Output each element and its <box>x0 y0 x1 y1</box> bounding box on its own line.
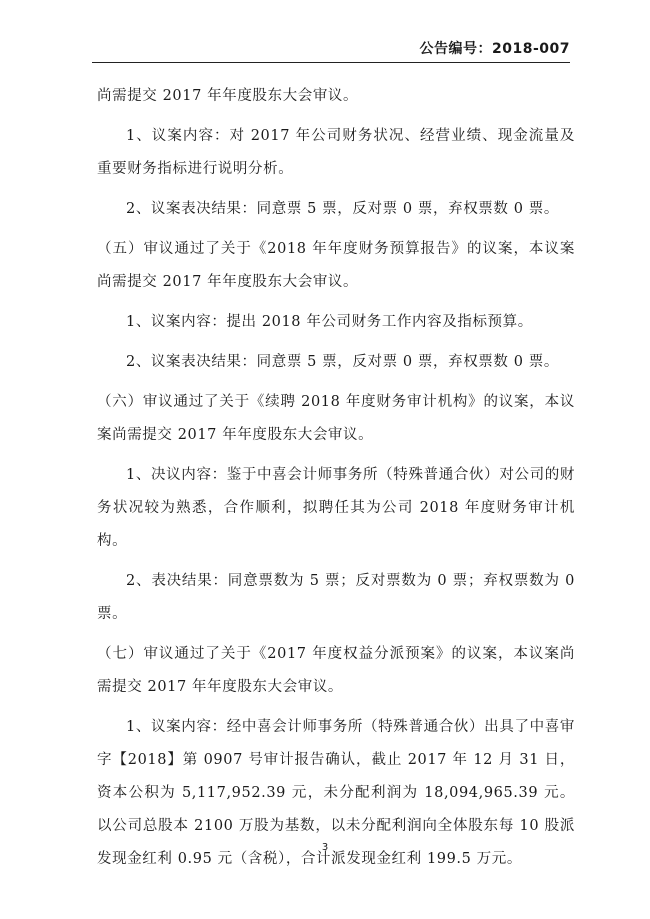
paragraph: 尚需提交 2017 年年度股东大会审议。 <box>97 88 359 104</box>
paragraph: （五）审议通过了关于《2018 年年度财务预算报告》的议案，本议案尚需提交 2017 年年度股东大会审议。 <box>97 241 575 290</box>
notice-number: 公告编号：2018-007 <box>419 41 570 57</box>
paragraph: 2、议案表决结果：同意票 5 票，反对票 0 票，弃权票数 0 票。 <box>126 201 559 217</box>
paragraph: （六）审议通过了关于《续聘 2018 年度财务审计机构》的议案，本议案尚需提交 2017 年年度股东大会审议。 <box>97 394 575 443</box>
paragraph: 2、表决结果：同意票数为 5 票；反对票数为 0 票；弃权票数为 0 票。 <box>97 573 575 622</box>
header-divider <box>92 62 570 63</box>
paragraph: 1、议案内容：对 2017 年公司财务状况、经营业绩、现金流量及重要财务指标进行说明分析。 <box>97 128 575 177</box>
document-body <box>97 80 575 883</box>
page-number: 3 <box>321 842 329 853</box>
paragraph: 1、议案内容：经中喜会计师事务所（特殊普通合伙）出具了中喜审字【2018】第 0907 号审计报告确认，截止 2017 年 12 月 31 日，资本公积为 5,117,952.39 元，未分配利润为 18,094,965.39 元。以公司总股本 2100 万股为基数，以未分配利润向全体股东每 10 股派发现金红利 0.95 元（含税），合计派发现金红利 199.5 万元。 <box>97 719 575 867</box>
paragraph: （七）审议通过了关于《2017 年度权益分派预案》的议案，本议案尚需提交 2017 年年度股东大会审议。 <box>97 646 575 695</box>
paragraph: 2、议案表决结果：同意票 5 票，反对票 0 票，弃权票数 0 票。 <box>126 354 559 370</box>
paragraph: 1、议案内容：提出 2018 年公司财务工作内容及指标预算。 <box>126 314 533 330</box>
paragraph: 1、决议内容：鉴于中喜会计师事务所（特殊普通合伙）对公司的财务状况较为熟悉，合作顺利，拟聘任其为公司 2018 年度财务审计机构。 <box>97 467 575 549</box>
